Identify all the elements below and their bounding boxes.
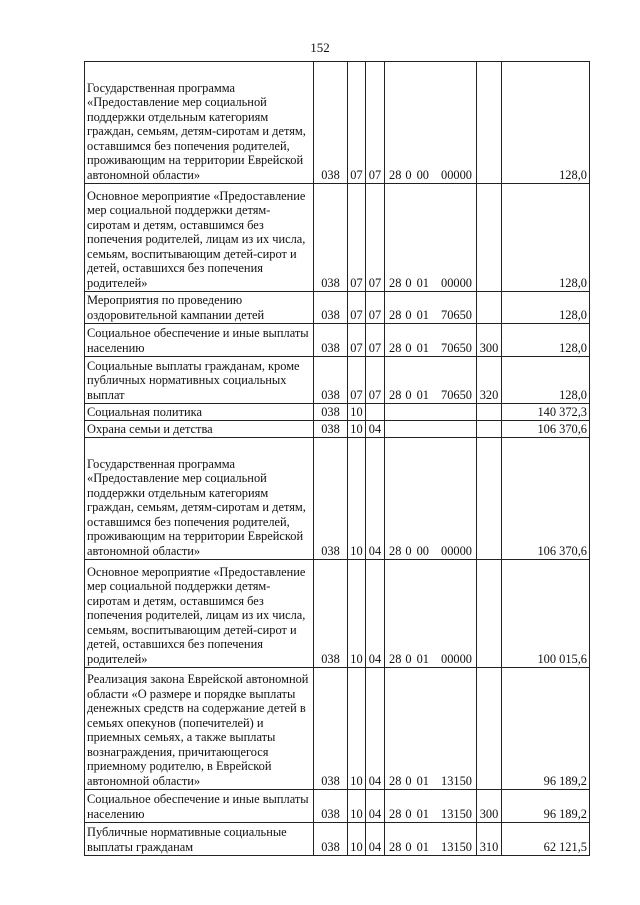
row-sum: 106 370,6 <box>502 438 590 560</box>
csr-subprogram: 0 <box>405 167 412 182</box>
row-sum: 62 121,5 <box>502 823 590 856</box>
row-pr: 04 <box>366 421 385 438</box>
row-sum: 96 189,2 <box>502 668 590 790</box>
csr-group: 01 <box>416 773 429 788</box>
row-csr <box>385 292 477 324</box>
csr-program: 28 <box>389 340 402 355</box>
row-rz: 10 <box>348 790 366 823</box>
row-sum: 128,0 <box>502 184 590 292</box>
row-gr: 038 <box>314 421 348 438</box>
csr-subprogram: 0 <box>405 387 412 402</box>
table-row <box>85 357 590 404</box>
row-csr <box>385 184 477 292</box>
table-row <box>85 823 590 856</box>
row-pr: 07 <box>366 184 385 292</box>
table-row <box>85 184 590 292</box>
table-row <box>85 668 590 790</box>
row-rz: 07 <box>348 62 366 184</box>
row-vr: 300 <box>477 324 502 357</box>
row-sum: 128,0 <box>502 62 590 184</box>
csr-number: 00000 <box>441 651 472 666</box>
csr-program: 28 <box>389 275 402 290</box>
row-csr <box>385 62 477 184</box>
row-gr: 038 <box>314 357 348 404</box>
row-pr: 07 <box>366 357 385 404</box>
csr-program: 28 <box>389 543 402 558</box>
row-rz: 07 <box>348 184 366 292</box>
row-rz: 10 <box>348 421 366 438</box>
row-rz: 10 <box>348 438 366 560</box>
row-gr: 038 <box>314 62 348 184</box>
csr-subprogram: 0 <box>405 543 412 558</box>
csr-group: 01 <box>416 275 429 290</box>
row-sum: 100 015,6 <box>502 560 590 668</box>
csr-program: 28 <box>389 307 402 322</box>
row-gr: 038 <box>314 790 348 823</box>
csr-group: 01 <box>416 806 429 821</box>
row-vr: 310 <box>477 823 502 856</box>
csr-program: 28 <box>389 387 402 402</box>
row-name: Социальная политика <box>85 404 314 421</box>
csr-subprogram: 0 <box>405 275 412 290</box>
table-row <box>85 292 590 324</box>
row-pr: 04 <box>366 438 385 560</box>
row-rz: 10 <box>348 404 366 421</box>
budget-table <box>84 61 590 856</box>
row-pr: 07 <box>366 62 385 184</box>
csr-number: 70650 <box>441 340 472 355</box>
row-sum: 128,0 <box>502 292 590 324</box>
row-pr: 07 <box>366 324 385 357</box>
row-gr: 038 <box>314 438 348 560</box>
csr-number: 70650 <box>441 307 472 322</box>
row-sum: 128,0 <box>502 324 590 357</box>
row-name: Основное мероприятие «Предоставление мер социальной поддержки детям-сиротам и детям, оставшимся без попечения родителей, лицам из их числа, семьям, воспитывающим детей-сирот и детей, оставшихся без попечения родителей» <box>85 560 314 668</box>
row-vr <box>477 184 502 292</box>
csr-subprogram: 0 <box>405 307 412 322</box>
csr-number: 13150 <box>441 839 472 854</box>
row-csr <box>385 668 477 790</box>
csr-subprogram: 0 <box>405 806 412 821</box>
row-gr: 038 <box>314 560 348 668</box>
csr-subprogram: 0 <box>405 773 412 788</box>
row-csr <box>385 823 477 856</box>
csr-subprogram: 0 <box>405 839 412 854</box>
row-rz: 10 <box>348 668 366 790</box>
row-csr <box>385 421 477 438</box>
csr-number: 13150 <box>441 773 472 788</box>
row-pr: 04 <box>366 668 385 790</box>
csr-group: 00 <box>416 543 429 558</box>
csr-program: 28 <box>389 773 402 788</box>
csr-program: 28 <box>389 167 402 182</box>
row-csr <box>385 790 477 823</box>
csr-group: 01 <box>416 387 429 402</box>
csr-group: 01 <box>416 307 429 322</box>
row-rz: 07 <box>348 292 366 324</box>
row-csr <box>385 404 477 421</box>
row-csr <box>385 560 477 668</box>
table-row <box>85 62 590 184</box>
row-name: Государственная программа «Предоставление мер социальной поддержки отдельным категориям граждан, семьям, детям-сиротам и детям, оставшимся без попечения родителей, проживающим на территории Еврейской автономной области» <box>85 62 314 184</box>
row-rz: 07 <box>348 324 366 357</box>
row-gr: 038 <box>314 184 348 292</box>
table-row <box>85 790 590 823</box>
table-row <box>85 438 590 560</box>
csr-number: 00000 <box>441 167 472 182</box>
row-csr <box>385 438 477 560</box>
table-row <box>85 421 590 438</box>
row-gr: 038 <box>314 324 348 357</box>
row-csr <box>385 324 477 357</box>
table-row <box>85 324 590 357</box>
row-vr: 320 <box>477 357 502 404</box>
row-gr: 038 <box>314 292 348 324</box>
row-pr: 04 <box>366 823 385 856</box>
row-name: Мероприятия по проведению оздоровительной кампании детей <box>85 292 314 324</box>
row-vr <box>477 668 502 790</box>
row-sum: 128,0 <box>502 357 590 404</box>
page-number: 152 <box>310 40 330 55</box>
csr-program: 28 <box>389 806 402 821</box>
row-vr <box>477 560 502 668</box>
row-name: Охрана семьи и детства <box>85 421 314 438</box>
row-sum: 140 372,3 <box>502 404 590 421</box>
csr-program: 28 <box>389 839 402 854</box>
row-gr: 038 <box>314 668 348 790</box>
csr-group: 01 <box>416 839 429 854</box>
table-body <box>85 62 590 856</box>
row-pr: 04 <box>366 790 385 823</box>
csr-subprogram: 0 <box>405 651 412 666</box>
csr-subprogram: 0 <box>405 340 412 355</box>
table-row <box>85 404 590 421</box>
row-vr <box>477 404 502 421</box>
row-rz: 07 <box>348 357 366 404</box>
csr-number: 70650 <box>441 387 472 402</box>
row-name: Основное мероприятие «Предоставление мер социальной поддержки детям-сиротам и детям, оставшимся без попечения родителей, лицам из их числа, семьям, воспитывающим детей-сирот и детей, оставшихся без попечения родителей» <box>85 184 314 292</box>
row-pr: 04 <box>366 560 385 668</box>
row-gr: 038 <box>314 404 348 421</box>
csr-number: 00000 <box>441 543 472 558</box>
row-vr: 300 <box>477 790 502 823</box>
row-sum: 96 189,2 <box>502 790 590 823</box>
row-vr <box>477 438 502 560</box>
csr-program: 28 <box>389 651 402 666</box>
csr-number: 00000 <box>441 275 472 290</box>
row-name: Социальное обеспечение и иные выплаты населению <box>85 324 314 357</box>
row-pr: 07 <box>366 292 385 324</box>
csr-group: 01 <box>416 340 429 355</box>
row-gr: 038 <box>314 823 348 856</box>
csr-group: 00 <box>416 167 429 182</box>
row-rz: 10 <box>348 823 366 856</box>
row-vr <box>477 292 502 324</box>
row-name: Публичные нормативные социальные выплаты гражданам <box>85 823 314 856</box>
row-vr <box>477 421 502 438</box>
row-pr <box>366 404 385 421</box>
row-sum: 106 370,6 <box>502 421 590 438</box>
row-name: Реализация закона Еврейской автономной области «О размере и порядке выплаты денежных средств на содержание детей в семьях опекунов (попечителей) и приемных семьях, а также выплаты вознаграждения, причитающегося приемному родителю, в Еврейской автономной области» <box>85 668 314 790</box>
row-name: Социальные выплаты гражданам, кроме публичных нормативных социальных выплат <box>85 357 314 404</box>
row-name: Социальное обеспечение и иные выплаты населению <box>85 790 314 823</box>
table-row <box>85 560 590 668</box>
row-name: Государственная программа «Предоставление мер социальной поддержки отдельным категориям граждан, семьям, детям-сиротам и детям, оставшимся без попечения родителей, проживающим на территории Еврейской автономной области» <box>85 438 314 560</box>
csr-number: 13150 <box>441 806 472 821</box>
row-rz: 10 <box>348 560 366 668</box>
row-vr <box>477 62 502 184</box>
csr-group: 01 <box>416 651 429 666</box>
row-csr <box>385 357 477 404</box>
